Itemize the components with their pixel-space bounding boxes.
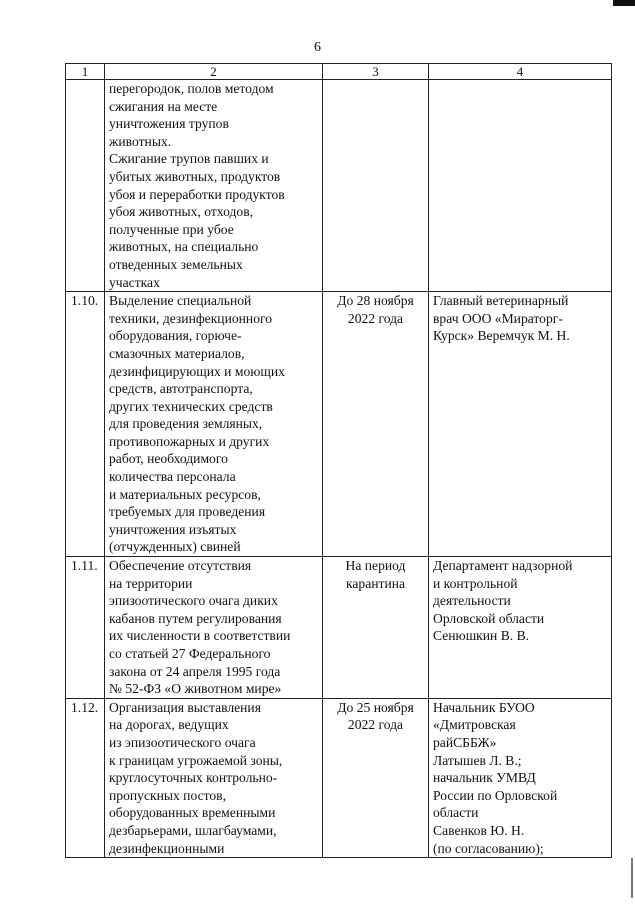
task-description-line: из эпизоотического очага [109,734,256,750]
deadline-line: До 28 ноября [337,293,414,309]
deadline-cell [323,557,429,699]
item-number: 1.12. [66,698,105,857]
task-description-line: перегородок, полов методом [109,81,274,96]
task-description-line: полученные при убое [109,221,234,237]
responsible-person-line: и контрольной [433,575,518,591]
task-description-line: оборудования, горюче- [109,328,242,344]
task-description-line: закона от 24 апреля 1995 года [109,663,281,679]
task-description-line: оборудованных временными [109,805,276,821]
task-description-line: кабанов путем регулирования [109,610,282,626]
responsible-person-line: области [433,805,479,821]
task-description-line: количества персонала [109,469,236,485]
deadline-cell [323,698,429,857]
task-description-line: убоя и переработки продуктов [109,186,285,202]
deadline-line: 2022 года [347,310,404,326]
responsible-person-line: деятельности [433,593,511,609]
responsible-person-line: Начальник БУОО [433,699,535,715]
task-description-cell [105,698,323,857]
task-description-cell [105,292,323,557]
scan-corner-mark [613,0,635,6]
table-body [66,80,612,858]
column-number: 3 [323,64,429,80]
task-description-line: убитых животных, продуктов [109,168,281,184]
responsible-person-cell [429,292,612,557]
column-number: 2 [105,64,323,80]
table-row [66,292,612,557]
responsible-person-line: Савенков Ю. Н. [433,822,525,838]
task-description-line: (отчужденных) свиней [109,539,241,555]
task-description-line: других технических средств [109,398,273,414]
task-description-line: средств, автотранспорта, [109,381,253,397]
responsible-person-line: Сенюшкин В. В. [433,628,530,644]
scan-edge-mark [631,858,633,898]
column-number: 1 [66,64,105,80]
task-description-line: противопожарных и других [109,433,270,449]
responsible-person-cell [429,80,612,292]
task-description-line: к границам угрожаемой зоны, [109,752,283,768]
table-row [66,698,612,857]
measures-table [65,63,612,858]
task-description-line: пропускных постов, [109,787,227,803]
task-description-line: эпизоотического очага диких [109,593,278,609]
task-description-line: убоя животных, отходов, [109,204,254,220]
task-description-line: дезбарьерами, шлагбаумами, [109,822,277,838]
task-description-line: Обеспечение отсутствия [109,558,252,574]
task-description-line: для проведения земляных, [109,416,263,432]
task-description-cell [105,80,323,292]
responsible-person-line: начальник УМВД [433,770,536,786]
responsible-person-line: России по Орловской [433,787,558,803]
task-description-line: со статьей 27 Федерального [109,646,271,661]
task-description-line: их численности в соответствии [109,628,291,644]
responsible-person-line: Латышев Л. В.; [433,752,522,768]
task-description-line: Организация выставления [109,699,261,715]
task-description-line: животных. [109,133,172,149]
task-description-line: сжигания на месте [109,98,218,114]
task-description-line: Выделение специальной [109,293,252,309]
task-description-line: и материальных ресурсов, [109,486,261,502]
task-description-line: круглосуточных контрольно- [109,770,278,786]
task-description-line: уничтожения трупов [109,116,229,132]
task-description-line: № 52-ФЗ «О животном мире» [109,681,282,697]
deadline-line: 2022 года [347,717,404,733]
task-description-line: техники, дезинфекционного [109,310,273,326]
task-description-line: Сжигание трупов павших и [109,151,269,167]
responsible-person-line: врач ООО «Мираторг- [433,310,563,326]
item-number [66,80,105,292]
deadline-cell [323,292,429,557]
column-number: 4 [429,64,612,80]
page-number: 6 [314,40,321,55]
deadline-line: карантина [345,575,406,591]
responsible-person-line: Департамент надзорной [433,558,573,574]
responsible-person-line: «Дмитровская [433,717,516,733]
responsible-person-cell [429,557,612,699]
responsible-person-cell [429,698,612,857]
task-description-line: уничтожения изъятых [109,521,237,537]
task-description-line: дезинфекционными [109,840,225,856]
task-description-line: смазочных материалов, [109,345,245,361]
item-number: 1.11. [66,557,105,699]
responsible-person-line: райСББЖ» [433,734,497,750]
responsible-person-line: Орловской области [433,610,545,626]
task-description-line: участках [109,274,160,290]
responsible-person-line: Курск» Веремчук М. Н. [433,328,570,344]
task-description-line: требуемых для проведения [109,504,266,520]
task-description-line: отведенных земельных [109,256,243,272]
item-number: 1.10. [66,292,105,557]
task-description-line: животных, на специально [109,239,259,255]
column-number-row [66,64,612,80]
responsible-person-line: (по согласованию); [433,840,544,856]
deadline-cell [323,80,429,292]
table-row [66,80,612,292]
responsible-person-line: Главный ветеринарный [433,293,569,309]
task-description-cell [105,557,323,699]
task-description-line: на дорогах, ведущих [109,717,229,733]
deadline-line: На период [345,558,406,574]
task-description-line: на территории [109,575,193,591]
task-description-line: дезинфицирующих и моющих [109,363,285,379]
task-description-line: работ, необходимого [109,451,228,467]
table-row [66,557,612,699]
deadline-line: До 25 ноября [337,699,414,715]
